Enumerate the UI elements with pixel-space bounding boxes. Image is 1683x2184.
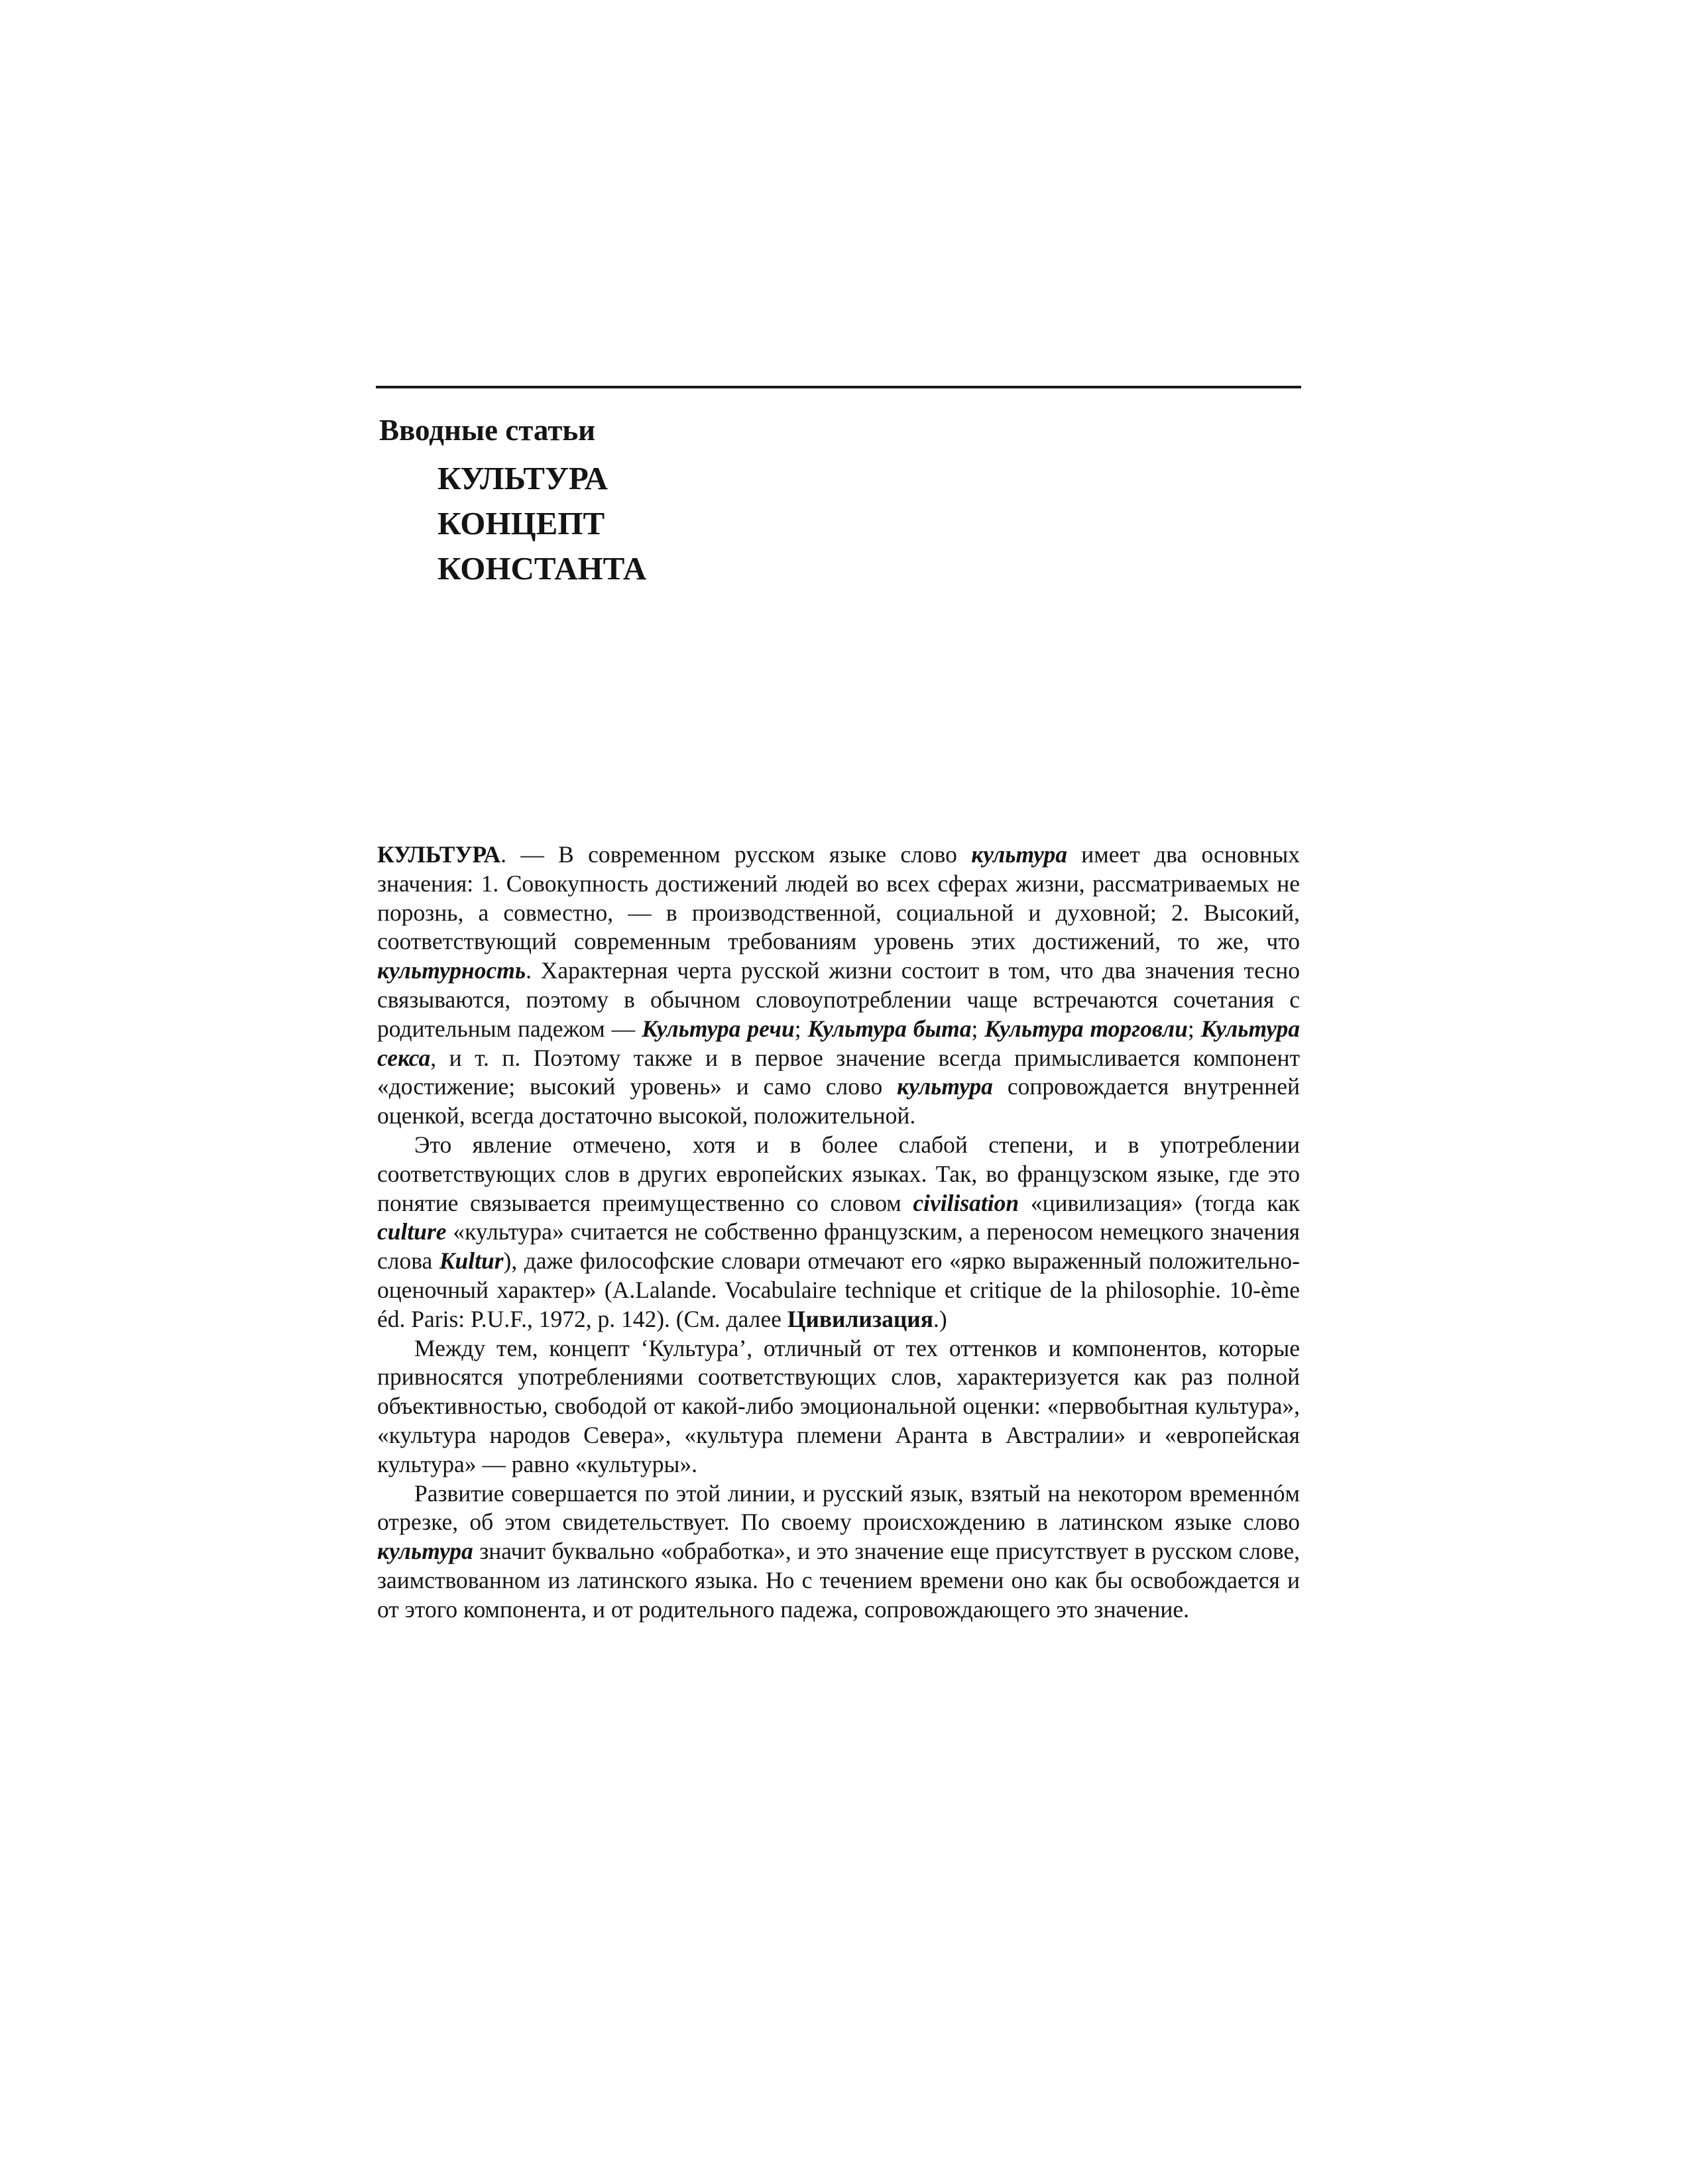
paragraph-2 — [377, 1131, 1300, 1334]
p1-text-4: , и т. п. Поэтому также и в первое значение всегда примысливается компонент «достижение; высокий уровень» и само слово — [377, 1044, 1300, 1100]
p2-text-1: Это явление отмечено, хотя и в более слабой степени, и в употреблении соответствующих слов в других европейских языках. Так, во французском языке, где это понятие связывается преимущественно со словом — [377, 1131, 1300, 1216]
p4-term-kultura: культура — [377, 1538, 473, 1565]
p1-term-kultura: культура — [971, 841, 1067, 868]
cross-reference: Цивилизация — [787, 1305, 933, 1332]
p2-text-3: «культура» считается не собственно французским, а переносом немецкого значения слова — [377, 1218, 1300, 1275]
p1-text-1: . — В современном русском языке слово — [500, 841, 972, 868]
paragraph-4 — [377, 1479, 1300, 1625]
headword: КУЛЬТУРА — [377, 841, 501, 868]
p2-text-5: .) — [933, 1305, 947, 1332]
p1-text-2: имеет два основных значения: 1. Совокупность достижений людей во всех сферах жизни, рассматриваемых не порознь, а совместно, — в производственной, социальной и духовной; 2. Высокий, соответствующий современным требованиям уровень этих достижений, то же, что — [377, 841, 1300, 955]
p2-text-4: ), даже философские словари отмечают его «ярко выраженный положительно-оценочный характер» (A.Lalande. Vocabulaire technique et critique de la philosophie. 10-ème éd. Paris: P.U.F., 1972, p. 142). (См. далее — [377, 1247, 1300, 1332]
p1-text-5: сопровождается внутренней оценкой, всегда достаточно высокой, положительной. — [377, 1073, 1300, 1129]
p1-sep-3: ; — [1187, 1015, 1201, 1042]
p1-text-3: . Характерная черта русской жизни состоит в том, что два значения тесно связываются, поэтому в обычном словоупотреблении чаще встречаются сочетания с родительным падежом — — [377, 957, 1300, 1042]
p2-text-2: «цивилизация» (тогда как — [1019, 1189, 1300, 1216]
entry-kultura: КУЛЬТУРА — [437, 460, 608, 496]
paragraph-1 — [377, 840, 1300, 1131]
entry-list — [437, 456, 646, 591]
paragraph-3: Между тем, концепт ‘Культура’, отличный от тех оттенков и компонентов, которые привносятся употреблениями соответствующих слов, характеризуется как раз полной объективностью, свободой от какой-либо эмоциональной оценки: «первобытная культура», «культура народов Севера», «культура племени Аранта в Австралии» и «европейская культура» — равно «культуры». — [377, 1334, 1300, 1477]
p1-term-kulturnost: культурность — [377, 957, 526, 984]
p2-term-culture: culture — [377, 1218, 447, 1245]
p4-text-2: значит буквально «обработка», и это значение еще присутствует в русском слове, заимствованном из латинского языка. Но с течением времени оно как бы освобождается и от этого компонента, и от родительного падежа, сопровождающего это значение. — [377, 1538, 1300, 1623]
p1-example-torgovli: Культура торговли — [984, 1015, 1188, 1042]
header-rule — [376, 386, 1301, 388]
p1-sep-2: ; — [971, 1015, 985, 1042]
entry-kontsept: КОНЦЕПТ — [437, 505, 605, 542]
p2-term-kultur: Kultur — [439, 1247, 504, 1275]
p1-term-kultura-2: культура — [897, 1073, 993, 1100]
p1-sep-1: ; — [794, 1015, 808, 1042]
section-label: Вводные статьи — [379, 414, 596, 447]
p1-example-byta: Культура быта — [807, 1015, 972, 1042]
p1-example-seksa: Культура секса — [377, 1015, 1300, 1071]
p4-text-1: Развитие совершается по этой линии, и русский язык, взятый на некотором временнóм отрезке, об этом свидетельствует. По своему происхождению в латинском языке слово — [377, 1479, 1300, 1536]
p2-term-civilisation: civilisation — [913, 1189, 1019, 1216]
p1-example-rechi: Культура речи — [642, 1015, 795, 1042]
entry-konstanta: КОНСТАНТА — [437, 550, 647, 587]
article-body — [377, 840, 1300, 1625]
